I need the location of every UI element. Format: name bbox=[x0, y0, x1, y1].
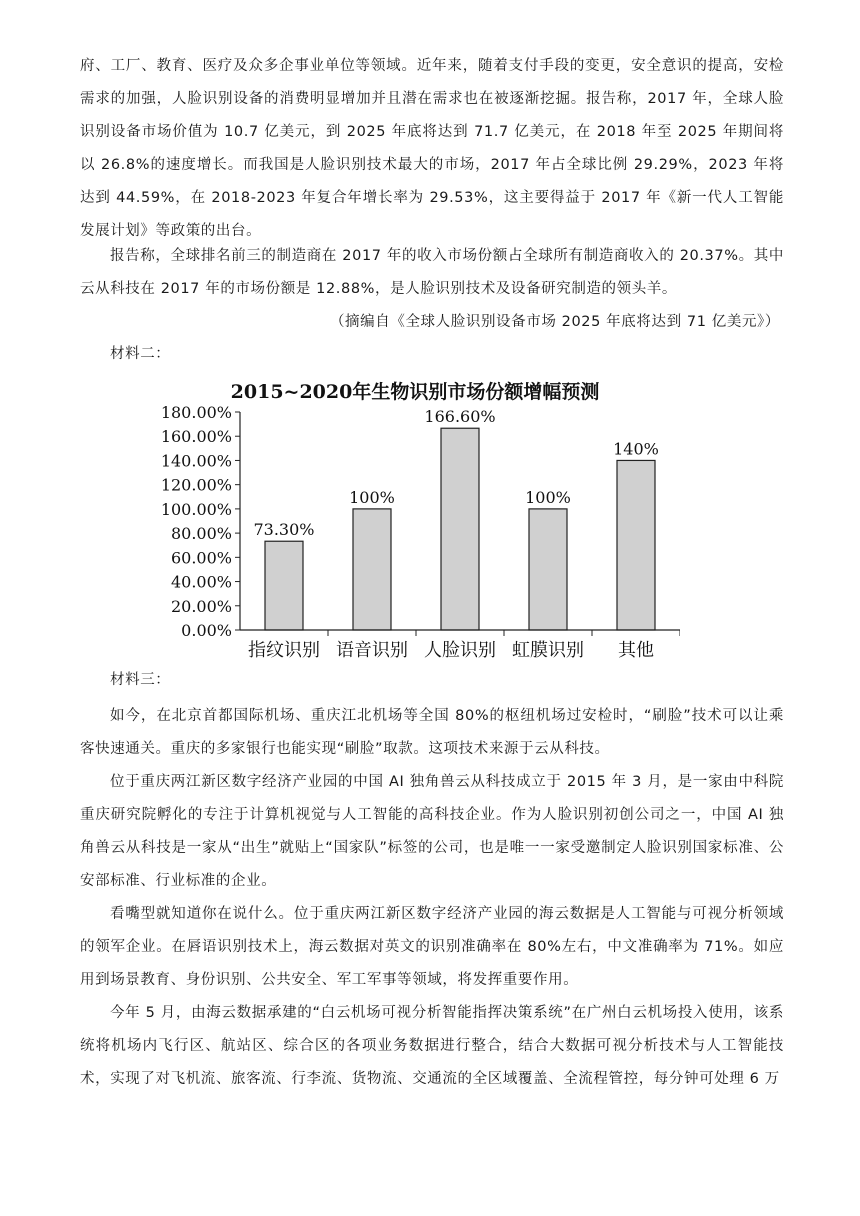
bar-data-label: 73.30% bbox=[253, 520, 315, 540]
x-axis bbox=[240, 630, 680, 661]
x-category-label: 其他 bbox=[618, 640, 654, 661]
bar-data-label: 100% bbox=[525, 487, 571, 507]
x-category-label: 语音识别 bbox=[336, 640, 408, 661]
material-two-label: 材料二： bbox=[110, 346, 171, 362]
bar bbox=[265, 541, 303, 630]
bar bbox=[441, 428, 479, 630]
x-category-label: 人脸识别 bbox=[424, 640, 496, 661]
y-tick-label: 20.00% bbox=[170, 596, 232, 616]
chart-title: 2015~2020年生物识别市场份额增幅预测 bbox=[230, 381, 600, 403]
bars bbox=[253, 407, 658, 630]
bar-data-label: 140% bbox=[613, 439, 659, 459]
material-three-paragraph-4: 今年 5 月，由海云数据承建的“白云机场可视分析智能指挥决策系统”在广州白云机场投入使用，该系统将机场内飞行区、航站区、综合区的各项业务数据进行整合，结合大数据可视分析技术与人工智能技术，实现了对飞机流、旅客流、行李流、货物流、交通流的全区域覆盖、全流程管控，每分钟可处理 6 万 bbox=[80, 1005, 784, 1087]
material-three-paragraph-3: 看嘴型就知道你在说什么。位于重庆两江新区数字经济产业园的海云数据是人工智能与可视分析领域的领军企业。在唇语识别技术上，海云数据对英文的识别准确率在 80%左右，中文准确率为 71%。如应用到场景教育、身份识别、公共安全、军工军事等领域，将发挥重要作用。 bbox=[80, 906, 784, 988]
source-citation: （摘编自《全球人脸识别设备市场 2025 年底将达到 71 亿美元》） bbox=[329, 314, 780, 330]
y-tick-label: 140.00% bbox=[160, 451, 232, 471]
y-axis bbox=[161, 403, 240, 640]
bar bbox=[617, 460, 655, 630]
y-tick-label: 180.00% bbox=[160, 403, 232, 422]
material-one-paragraph-2: 报告称，全球排名前三的制造商在 2017 年的收入市场份额占全球所有制造商收入的 20.37%。其中云从科技在 2017 年的市场份额是 12.88%，是人脸识别技术及设备研究制造的领头羊。 bbox=[80, 248, 784, 297]
material-three-paragraph-1: 如今，在北京首都国际机场、重庆江北机场等全国 80%的枢纽机场过安检时，“刷脸”技术可以让乘客快速通关。重庆的多家银行也能实现“刷脸”取款。这项技术来源于云从科技。 bbox=[80, 708, 784, 757]
x-category-label: 虹膜识别 bbox=[512, 640, 584, 661]
x-category-label: 指纹识别 bbox=[248, 640, 320, 661]
y-tick-label: 100.00% bbox=[160, 499, 232, 519]
y-tick-label: 0.00% bbox=[181, 621, 232, 640]
material-one-paragraph-1: 府、工厂、教育、医疗及众多企事业单位等领域。近年来，随着支付手段的变更，安全意识的提高，安检需求的加强，人脸识别设备的消费明显增加并且潜在需求也在被逐渐挖掘。报告称，2017 年，全球人脸识别设备市场价值为 10.7 亿美元，到 2025 年底将达到 71.7 亿美元，在 2018 年至 2025 年期间将以 26.8%的速度增长。而我国是人脸识别技术最大的市场，2017 年占全球比例 29.29%，2023 年将达到 44.59%，在 2018-2023 年复合年增长率为 29.53%，这主要得益于 2017 年《新一代人工智能发展计划》等政策的出台。 bbox=[80, 58, 784, 239]
bar-chart bbox=[150, 372, 680, 662]
material-three-paragraph-2: 位于重庆两江新区数字经济产业园的中国 AI 独角兽云从科技成立于 2015 年 3 月，是一家由中科院重庆研究院孵化的专注于计算机视觉与人工智能的高科技企业。作为人脸识别初创公司之一，中国 AI 独角兽云从科技是一家从“出生”就贴上“国家队”标签的公司，也是唯一一家受邀制定人脸识别国家标准、公安部标准、行业标准的企业。 bbox=[80, 774, 784, 889]
bar bbox=[353, 509, 391, 630]
y-tick-label: 80.00% bbox=[170, 524, 232, 544]
bar-data-label: 100% bbox=[349, 487, 395, 507]
bar-data-label: 166.60% bbox=[424, 407, 496, 427]
y-tick-label: 40.00% bbox=[170, 572, 232, 592]
material-three-label: 材料三： bbox=[110, 672, 171, 688]
y-tick-label: 160.00% bbox=[160, 427, 232, 447]
bar bbox=[529, 509, 567, 630]
y-tick-label: 120.00% bbox=[160, 475, 232, 495]
y-tick-label: 60.00% bbox=[170, 548, 232, 568]
